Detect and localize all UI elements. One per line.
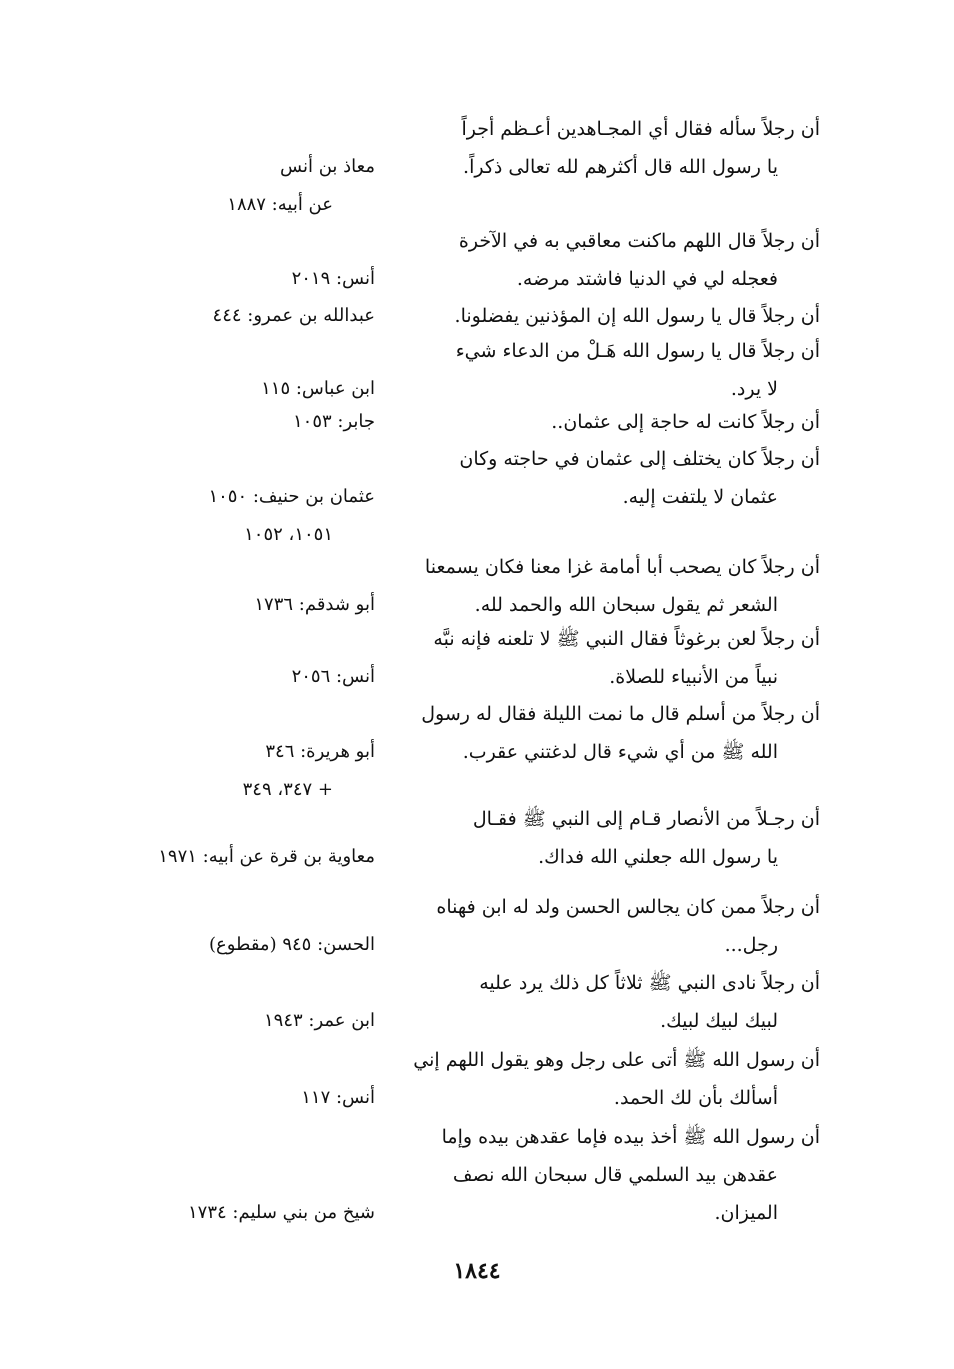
entry-reference	[125, 658, 375, 696]
reference-line: ابن عمر: ١٩٤٣	[264, 1010, 375, 1031]
text-line: نبياً من الأنبياء للصلاة.	[609, 666, 778, 688]
entry-text	[425, 800, 820, 876]
text-line: أسألك بأن لك الحمد.	[613, 1087, 778, 1109]
reference-line: أنس: ٢٠١٩	[291, 268, 375, 289]
reference-line: أبو هريرة: ٣٤٦	[265, 741, 375, 762]
reference-line: عثمان بن حنيف: ١٠٥٠	[208, 486, 375, 507]
text-line: أن رجلاً كان يختلف إلى عثمان في حاجته وكان	[459, 448, 820, 470]
text-line: أن رجلاً قال يا رسول الله إن المؤذنين يفضلونا.	[454, 305, 820, 327]
entry-text	[425, 297, 820, 335]
text-line: أن رجلاً من أسلم قال ما نمت الليلة فقال له رسول	[421, 703, 820, 725]
entry-reference	[125, 297, 375, 335]
text-line: الميزان.	[714, 1202, 778, 1224]
entry-reference	[125, 1079, 375, 1117]
text-line: أن رجـلاً من الأنصار قـام إلى النبي ﷺ فقـال	[472, 808, 820, 830]
reference-line: معاذ بن أنس	[280, 156, 375, 177]
text-line: لبيك لبيك لبيك.	[660, 1010, 778, 1032]
text-line: رجل...	[724, 934, 778, 956]
reference-line: أبو شدقم: ١٧٣٦	[254, 594, 375, 615]
entry-reference	[125, 733, 375, 809]
entry-text	[425, 332, 820, 408]
text-line: أن رجلاً نادى النبي ﷺ ثلاثاً كل ذلك يرد عليه	[479, 972, 820, 994]
text-line: يا رسول الله قال أكثرهم لله تعالى ذكراً.	[463, 156, 778, 178]
text-line: لا يرد.	[730, 378, 778, 400]
entry-reference	[125, 260, 375, 298]
entry-reference	[125, 1002, 375, 1040]
reference-line: ١٠٥١، ١٠٥٢	[244, 524, 333, 545]
entry-reference	[125, 1194, 375, 1232]
entry-text	[413, 1041, 820, 1117]
reference-line: معاوية بن قرة عن أبيه: ١٩٧١	[158, 846, 375, 867]
entry-reference	[125, 148, 375, 224]
text-line: أن رجلاً كان يصحب أبا أمامة غزا معنا فكان يسمعنا	[424, 556, 820, 578]
entry-text	[425, 888, 820, 964]
reference-line: الحسن: ٩٤٥ (مقطوع)	[209, 934, 375, 955]
text-line: أن رسول الله ﷺ أخذ بيده فإما عقدهن بيده وإما	[441, 1126, 820, 1148]
reference-line: جابر: ١٠٥٣	[292, 411, 375, 432]
text-line: يا رسول الله جعلني الله فداك.	[538, 846, 778, 868]
entry-text	[425, 222, 820, 298]
text-line: أن رسول الله ﷺ أتى على رجل وهو يقول اللهم إني	[413, 1049, 820, 1071]
entry-text	[425, 110, 820, 186]
reference-line: ابن عباس: ١١٥	[261, 378, 375, 399]
page-number: ١٨٤٤	[453, 1258, 501, 1284]
entry-text	[425, 964, 820, 1040]
text-line: أن رجلاً لعن برغوثاً فقال النبي ﷺ لا تلعنه فإنه نبَّه	[433, 628, 820, 650]
entry-text	[425, 620, 820, 696]
entry-text	[425, 1118, 820, 1232]
entry-text	[421, 695, 820, 771]
text-line: عقدهن بيد السلمي قال سبحان الله نصف	[452, 1164, 778, 1186]
reference-line: + ٣٤٧، ٣٤٩	[242, 779, 333, 800]
text-line: عثمان لا يلتفت إليه.	[622, 486, 778, 508]
reference-line: شيخ من بني سليم: ١٧٣٤	[188, 1202, 375, 1223]
entry-text	[425, 403, 820, 441]
text-line: أن رجلاً ممن كان يجالس الحسن ولد له ابن فهناه	[436, 896, 820, 918]
entry-reference	[125, 403, 375, 441]
entry-reference	[125, 838, 375, 876]
text-line: أن رجلاً قال يا رسول الله هَـلْ من الدعاء شيء	[455, 340, 820, 362]
reference-line: عبدالله بن عمرو: ٤٤٤	[212, 305, 375, 326]
entry-text	[425, 440, 820, 516]
reference-line: عن أبيه: ١٨٨٧	[227, 194, 333, 215]
text-line: أن رجلاً كانت له حاجة إلى عثمان..	[551, 411, 820, 433]
reference-line: أنس: ٢٠٥٦	[291, 666, 375, 687]
entry-reference	[125, 586, 375, 624]
entry-text	[425, 548, 820, 624]
text-line: أن رجلاً قال اللهم ماكنت معاقبي به في الآخرة	[458, 230, 820, 252]
text-line: أن رجلاً سأله فقال أي المجـاهدين أعـظم أجراً	[461, 118, 820, 140]
entry-reference	[125, 926, 375, 964]
entry-reference	[125, 478, 375, 554]
text-line: الشعر ثم يقول سبحان الله والحمد لله.	[474, 594, 778, 616]
text-line: فعجله لي في الدنيا فاشتد مرضه.	[516, 268, 778, 290]
reference-line: أنس: ١١٧	[301, 1087, 375, 1108]
text-line: الله ﷺ من أي شيء قال لدغتني عقرب.	[462, 741, 778, 763]
